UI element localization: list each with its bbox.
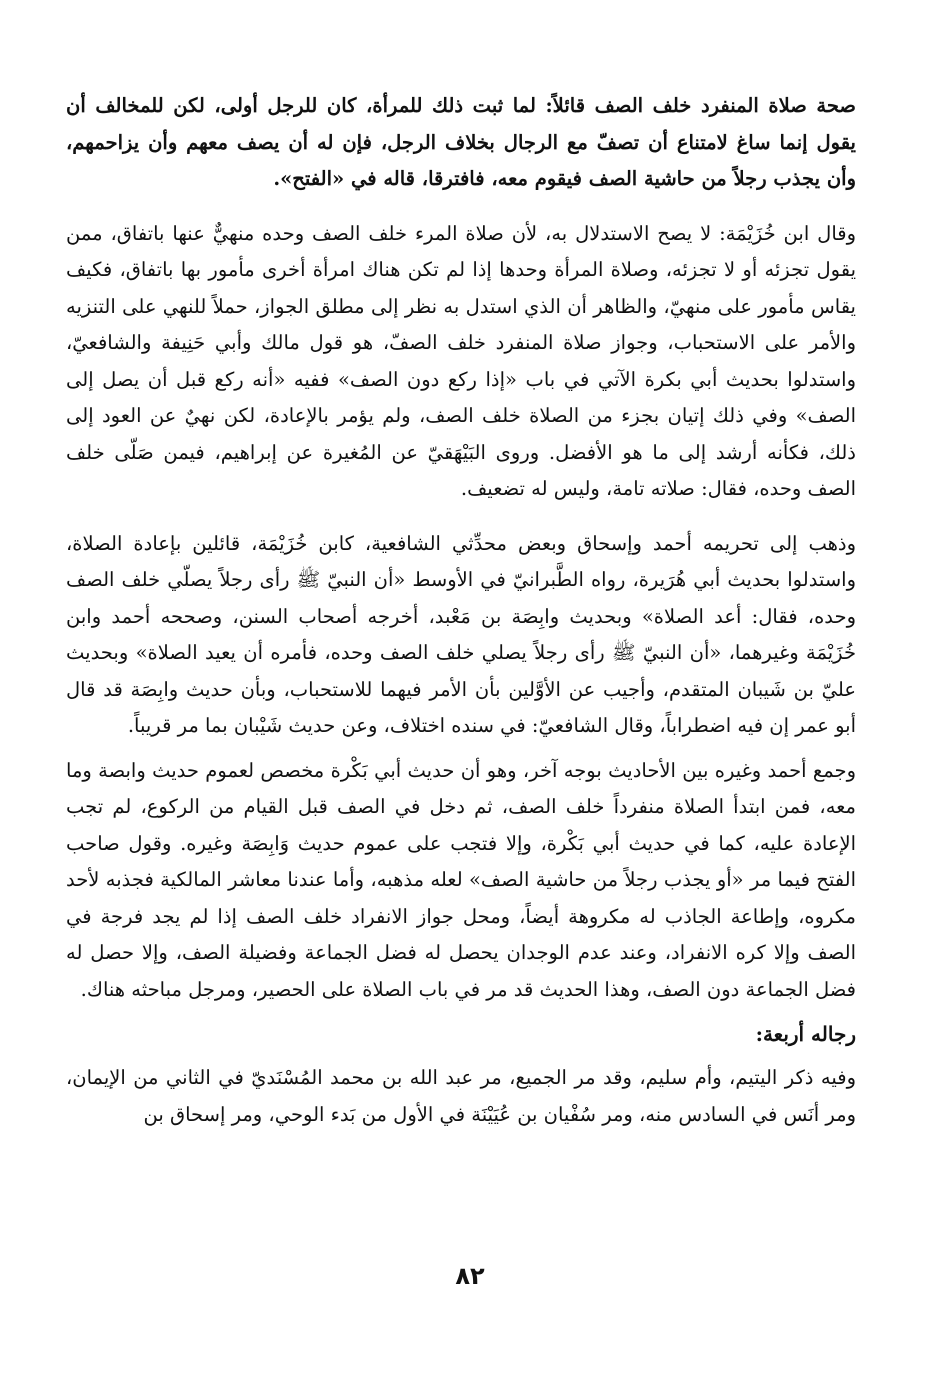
paragraph-1: صحة صلاة المنفرد خلف الصف قائلاً: لما ثبت ذلك للمرأة، كان للرجل أولى، لكن للمخالف أن يقول إنما ساغ لامتناع أن تصفّ مع الرجال بخلاف الرجل، فإن له أن يصف معهم وأن يزاحمهم، وأن يجذب رجلاً من حاشية الصف فيقوم معه، فافترقا، قاله في «الفتح».	[66, 94, 856, 190]
paragraph-3: وذهب إلى تحريمه أحمد وإسحاق وبعض محدِّثي الشافعية، كابن خُزَيْمَة، قائلين بإعادة الصلاة، واستدلوا بحديث أبي هُرَيرة، رواه الطَّبرانيّ في الأوسط «أن النبيّ ﷺ رأى رجلاً يصلّي خلف الصف وحده، فقال: أعد الصلاة» وبحديث وابِصَة بن مَعْبد، أخرجه أصحاب السنن، وصححه أحمد وابن خُزَيْمَة وغيرهما، «أن النبيّ ﷺ رأى رجلاً يصلي خلف الصف وحده، فأمره أن يعيد الصلاة» وبحديث عليّ بن شَيبان المتقدم، وأجيب عن الأوَّلين بأن الأمر فيهما للاستحباب، وبأن حديث وابِصَة قد قال أبو عمر إن فيه اضطراباً، وقال الشافعيّ: في سنده اختلاف، وعن حديث شَيْبان بما مر قريباً.	[66, 531, 856, 737]
paragraph-4: وجمع أحمد وغيره بين الأحاديث بوجه آخر، وهو أن حديث أبي بَكْرة مخصص لعموم حديث وابصة وما معه، فمن ابتدأ الصلاة منفرداً خلف الصف، ثم دخل في الصف قبل القيام من الركوع، لم تجب الإعادة عليه، كما في حديث أبي بَكْرة، وإلا فتجب على عموم حديث وَابِصَة وغيره. وقول صاحب الفتح فيما مر «أو يجذب رجلاً من حاشية الصف» لعله مذهبه، وأما عندنا معاشر المالكية فجذبه لأحد مكروه، وإطاعة الجاذب له مكروهة أيضاً، ومحل جواز الانفراد خلف الصف إذا لم يجد فرجة في الصف وإلا كره الانفراد، وعند عدم الوجدان يحصل له فضل الجماعة وفضيلة الصف، وإلا حصل له فضل الجماعة دون الصف، وهذا الحديث قد مر في باب الصلاة على الحصير، ومرجل مباحثه هناك.	[66, 758, 856, 1001]
page-body	[66, 88, 856, 1133]
section-heading: رجاله أربعة:	[755, 1022, 856, 1046]
page-number: ٨٢	[455, 1262, 485, 1290]
paragraph-2: وقال ابن خُزَيْمَة: لا يصح الاستدلال به، لأن صلاة المرء خلف الصف وحده منهيٌّ عنها باتفاق، ممن يقول تجزئه أو لا تجزئه، وصلاة المرأة وحدها إذا لم تكن هناك امرأة أخرى مأمور بها باتفاق، فكيف يقاس مأمور على منهيّ، والظاهر أن الذي استدل به نظر إلى مطلق الجواز، حملاً للنهي على التنزيه والأمر على الاستحباب، وجواز صلاة المنفرد خلف الصفّ، هو قول مالك وأبي حَنِيفة والشافعيّ، واستدلوا بحديث أبي بكرة الآتي في باب «إذا ركع دون الصف» ففيه «أنه ركع قبل أن يصل إلى الصف» وفي ذلك إتيان بجزء من الصلاة خلف الصف، ولم يؤمر بالإعادة، لكن نهيٌ عن العود إلى ذلك، فكأنه أرشد إلى ما هو الأفضل. وروى البَيْهَقيّ عن المُغيرة عن إبراهيم، فيمن صَلّى خلف الصف وحده، فقال: صلاته تامة، وليس له تضعيف.	[66, 221, 856, 500]
paragraph-5: وفيه ذكر اليتيم، وأم سليم، وقد مر الجميع، مر عبد الله بن محمد المُسْنَديّ في الثاني من الإيمان، ومر أنَس في السادس منه، ومر سُفْيان بن عُيَيْنَة في الأول من بَدء الوحي، ومر إسحاق بن	[66, 1066, 856, 1126]
